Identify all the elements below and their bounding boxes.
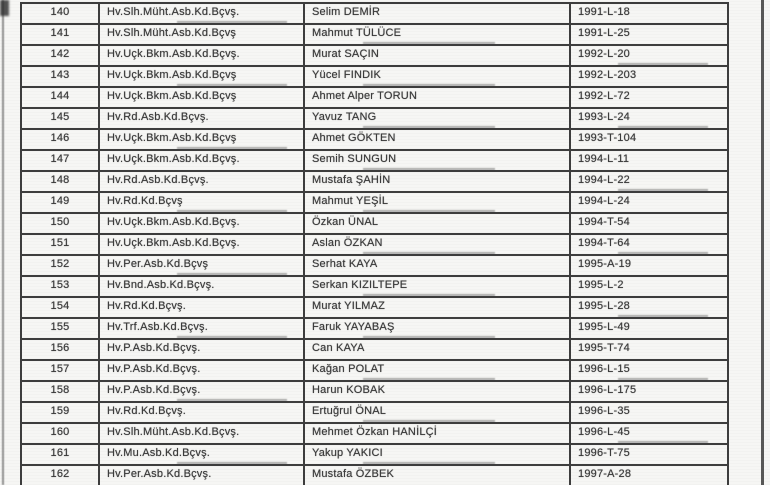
rank-cell: Hv.Slh.Müht.Asb.Kd.Bçvş. <box>100 424 305 445</box>
name-cell: Faruk YAYABAŞ <box>305 319 571 340</box>
rank-cell: Hv.Uçk.Bkm.Asb.Kd.Bçvş <box>100 130 305 151</box>
name-cell: Selim DEMİR <box>305 4 571 25</box>
row-number-cell: 153 <box>22 277 100 298</box>
code-cell: 1996-L-35 <box>571 403 729 424</box>
name-cell: Yakup YAKICI <box>305 445 571 466</box>
row-number-cell: 147 <box>22 151 100 172</box>
code-cell: 1993-T-104 <box>571 130 729 151</box>
rank-cell: Hv.Rd.Asb.Kd.Bçvş. <box>100 109 305 130</box>
rank-cell: Hv.Uçk.Bkm.Asb.Kd.Bçvş <box>100 67 305 88</box>
code-cell: 1992-L-20 <box>571 46 729 67</box>
row-number-cell: 145 <box>22 109 100 130</box>
name-cell: Murat YILMAZ <box>305 298 571 319</box>
rank-cell: Hv.Slh.Müht.Asb.Kd.Bçvş <box>100 25 305 46</box>
code-cell: 1995-L-49 <box>571 319 729 340</box>
code-cell: 1991-L-25 <box>571 25 729 46</box>
name-cell: Serkan KIZILTEPE <box>305 277 571 298</box>
code-cell: 1996-L-45 <box>571 424 729 445</box>
name-cell: Mustafa ŞAHİN <box>305 172 571 193</box>
row-number-cell: 148 <box>22 172 100 193</box>
name-cell: Ahmet Alper TORUN <box>305 88 571 109</box>
rank-cell: Hv.P.Asb.Kd.Bçvş. <box>100 340 305 361</box>
name-cell: Ertuğrul ÖNAL <box>305 403 571 424</box>
row-number-cell: 141 <box>22 25 100 46</box>
rank-cell: Hv.Bnd.Asb.Kd.Bçvş. <box>100 277 305 298</box>
rank-cell: Hv.Uçk.Bkm.Asb.Kd.Bçvş. <box>100 151 305 172</box>
row-number-cell: 146 <box>22 130 100 151</box>
code-cell: 1992-L-203 <box>571 67 729 88</box>
name-cell: Serhat KAYA <box>305 256 571 277</box>
rank-cell: Hv.Rd.Asb.Kd.Bçvş. <box>100 172 305 193</box>
row-number-cell: 156 <box>22 340 100 361</box>
row-number-cell: 161 <box>22 445 100 466</box>
row-number-cell: 162 <box>22 466 100 485</box>
code-cell: 1997-A-28 <box>571 466 729 485</box>
code-cell: 1994-T-64 <box>571 235 729 256</box>
code-cell: 1994-L-11 <box>571 151 729 172</box>
code-cell: 1996-T-75 <box>571 445 729 466</box>
name-cell: Yavuz TANG <box>305 109 571 130</box>
rank-cell: Hv.Mu.Asb.Kd.Bçvş. <box>100 445 305 466</box>
name-cell: Harun KOBAK <box>305 382 571 403</box>
rank-cell: Hv.Rd.Kd.Bçvş. <box>100 298 305 319</box>
name-cell: Murat SAÇIN <box>305 46 571 67</box>
rank-cell: Hv.Slh.Müht.Asb.Kd.Bçvş. <box>100 4 305 25</box>
row-number-cell: 152 <box>22 256 100 277</box>
name-cell: Semih SUNGUN <box>305 151 571 172</box>
code-cell: 1996-L-15 <box>571 361 729 382</box>
row-number-cell: 158 <box>22 382 100 403</box>
name-cell: Mahmut YEŞİL <box>305 193 571 214</box>
code-cell: 1995-L-28 <box>571 298 729 319</box>
name-cell: Mahmut TÜLÜCE <box>305 25 571 46</box>
name-cell: Aslan ÖZKAN <box>305 235 571 256</box>
code-cell: 1994-L-22 <box>571 172 729 193</box>
row-number-cell: 142 <box>22 46 100 67</box>
code-cell: 1991-L-18 <box>571 4 729 25</box>
name-cell: Özkan ÜNAL <box>305 214 571 235</box>
rank-cell: Hv.Per.Asb.Kd.Bçvş <box>100 256 305 277</box>
code-cell: 1995-L-2 <box>571 277 729 298</box>
row-number-cell: 155 <box>22 319 100 340</box>
name-cell: Ahmet GÖKTEN <box>305 130 571 151</box>
code-cell: 1994-T-54 <box>571 214 729 235</box>
rank-cell: Hv.Per.Asb.Kd.Bçvş. <box>100 466 305 485</box>
name-cell: Kağan POLAT <box>305 361 571 382</box>
code-cell: 1992-L-72 <box>571 88 729 109</box>
row-number-cell: 151 <box>22 235 100 256</box>
code-cell: 1995-A-19 <box>571 256 729 277</box>
page-edge-line-left <box>2 0 4 485</box>
row-number-cell: 144 <box>22 88 100 109</box>
row-number-cell: 160 <box>22 424 100 445</box>
rank-cell: Hv.Rd.Kd.Bçvş <box>100 193 305 214</box>
name-cell: Mustafa ÖZBEK <box>305 466 571 485</box>
row-number-cell: 159 <box>22 403 100 424</box>
rank-cell: Hv.Uçk.Bkm.Asb.Kd.Bçvş. <box>100 235 305 256</box>
row-number-cell: 149 <box>22 193 100 214</box>
name-cell: Yücel FINDIK <box>305 67 571 88</box>
rank-cell: Hv.Rd.Kd.Bçvş. <box>100 403 305 424</box>
name-cell: Mehmet Özkan HANİLÇİ <box>305 424 571 445</box>
row-number-cell: 143 <box>22 67 100 88</box>
code-cell: 1993-L-24 <box>571 109 729 130</box>
code-cell: 1996-L-175 <box>571 382 729 403</box>
rank-cell: Hv.P.Asb.Kd.Bçvş. <box>100 382 305 403</box>
rank-cell: Hv.Uçk.Bkm.Asb.Kd.Bçvş. <box>100 46 305 67</box>
code-cell: 1995-T-74 <box>571 340 729 361</box>
row-number-cell: 140 <box>22 4 100 25</box>
rank-cell: Hv.Uçk.Bkm.Asb.Kd.Bçvş. <box>100 214 305 235</box>
personnel-table <box>20 2 729 485</box>
code-cell: 1994-L-24 <box>571 193 729 214</box>
rank-cell: Hv.Trf.Asb.Kd.Bçvş. <box>100 319 305 340</box>
rank-cell: Hv.P.Asb.Kd.Bçvş. <box>100 361 305 382</box>
row-number-cell: 150 <box>22 214 100 235</box>
row-number-cell: 154 <box>22 298 100 319</box>
name-cell: Can KAYA <box>305 340 571 361</box>
page-edge-line-right <box>761 0 764 485</box>
row-number-cell: 157 <box>22 361 100 382</box>
rank-cell: Hv.Uçk.Bkm.Asb.Kd.Bçvş <box>100 88 305 109</box>
